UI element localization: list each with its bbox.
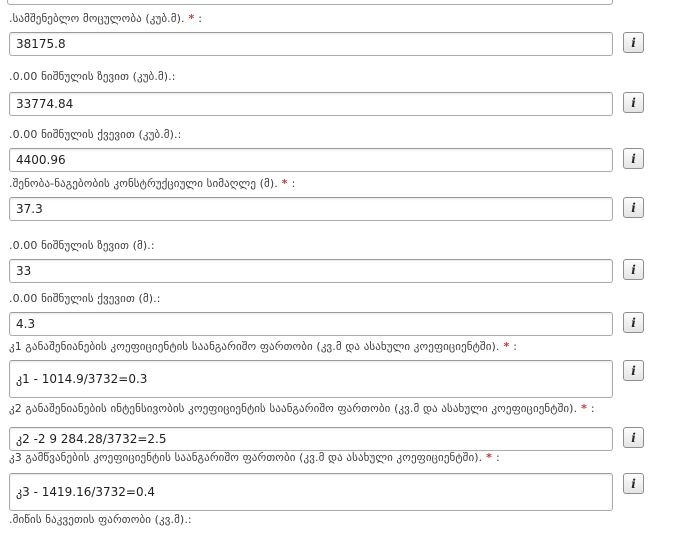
field-input-group [9,360,700,398]
info-button[interactable] [623,148,644,169]
field-input[interactable] [9,312,613,336]
field-input-group [9,427,700,451]
field-input[interactable] [9,259,613,283]
field-label-text: კ1 განაშენიანების კოეფიციენტის საანგარიშო ფართობი (კვ.მ და ასახული კოეფიციენტში). [9,340,500,353]
field-label [9,70,664,84]
field-label [9,340,664,354]
field-label [9,128,664,142]
field-label [9,402,664,416]
field-input[interactable] [9,148,613,172]
field-input-group [9,148,700,172]
info-icon: i [631,430,636,445]
field-input-group [9,312,700,336]
field-label [9,12,664,26]
form-field-row [9,292,700,336]
field-label-text: .მიწის ნაკვეთის ფართობი (კვ.მ). [9,513,188,526]
field-input[interactable] [9,32,613,56]
field-input-group [9,259,700,283]
field-label-text: .0.00 ნიშნულის ზევით (კუბ.მ). [9,70,172,83]
form-field-row [9,451,700,511]
field-input[interactable] [9,92,613,116]
form-field-row [9,12,700,56]
info-button[interactable] [623,473,644,494]
field-input-group [9,197,700,221]
form-field-row [9,177,700,221]
required-asterisk: * [184,12,199,25]
label-colon: : [590,402,595,415]
label-colon: : [177,128,182,141]
form-field-row [9,402,700,451]
field-label [9,239,664,253]
field-label-text: .0.00 ნიშნულის ქვევით (კუბ.მ). [9,128,178,141]
field-input-group [9,473,700,511]
field-input[interactable] [9,360,613,398]
field-label-text: კ3 გამწვანების კოეფიციენტის საანგარიშო ფართობი (კვ.მ და ასახული კოეფიციენტში). [9,451,483,464]
label-colon: : [150,239,155,252]
field-input[interactable] [9,197,613,221]
label-colon: : [156,292,161,305]
field-input[interactable] [9,427,613,451]
info-button[interactable] [623,92,644,113]
required-asterisk: * [277,177,292,190]
required-asterisk: * [482,451,496,464]
label-colon: : [495,451,500,464]
field-label [9,513,664,527]
info-icon: i [631,200,636,215]
field-input-group [9,32,700,56]
info-icon: i [631,476,636,491]
info-icon: i [631,35,636,50]
field-input-group [9,92,700,116]
info-button[interactable] [623,259,644,280]
info-icon: i [631,315,636,330]
required-asterisk: * [499,340,514,353]
field-input[interactable] [9,473,613,511]
info-icon: i [631,95,636,110]
info-icon: i [631,262,636,277]
field-label [9,451,664,465]
field-label-text: .სამშენებლო მოცულობა (კუბ.მ). [9,12,185,25]
info-button[interactable] [623,32,644,53]
info-button[interactable] [623,360,644,381]
form-field-row [9,340,700,398]
field-label-text: .0.00 ნიშნულის ზევით (მ). [9,239,151,252]
form-field-row [9,128,700,172]
field-label-text: .შენობა-ნაგებობის კონსტრუქციული სიმაღლე (მ). [9,177,278,190]
info-button[interactable] [623,312,644,333]
form-field-row [9,239,700,283]
label-colon: : [198,12,203,25]
form-field-row [9,513,700,527]
label-colon: : [291,177,296,190]
info-button[interactable] [623,427,644,448]
field-label-text: .0.00 ნიშნულის ქვევით (მ). [9,292,157,305]
info-icon: i [631,151,636,166]
label-colon: : [171,70,176,83]
info-button[interactable] [623,197,644,218]
label-colon: : [187,513,192,526]
field-label-text: კ2 განაშენიანების ინტენსივობის კოეფიციენტის საანგარიშო ფართობი (კვ.მ და ასახული კოეფიციენტში). [9,402,578,415]
required-asterisk: * [577,402,591,415]
field-label [9,177,664,191]
field-label [9,292,664,306]
info-icon: i [631,363,636,378]
form-field-row [9,70,700,116]
label-colon: : [513,340,518,353]
